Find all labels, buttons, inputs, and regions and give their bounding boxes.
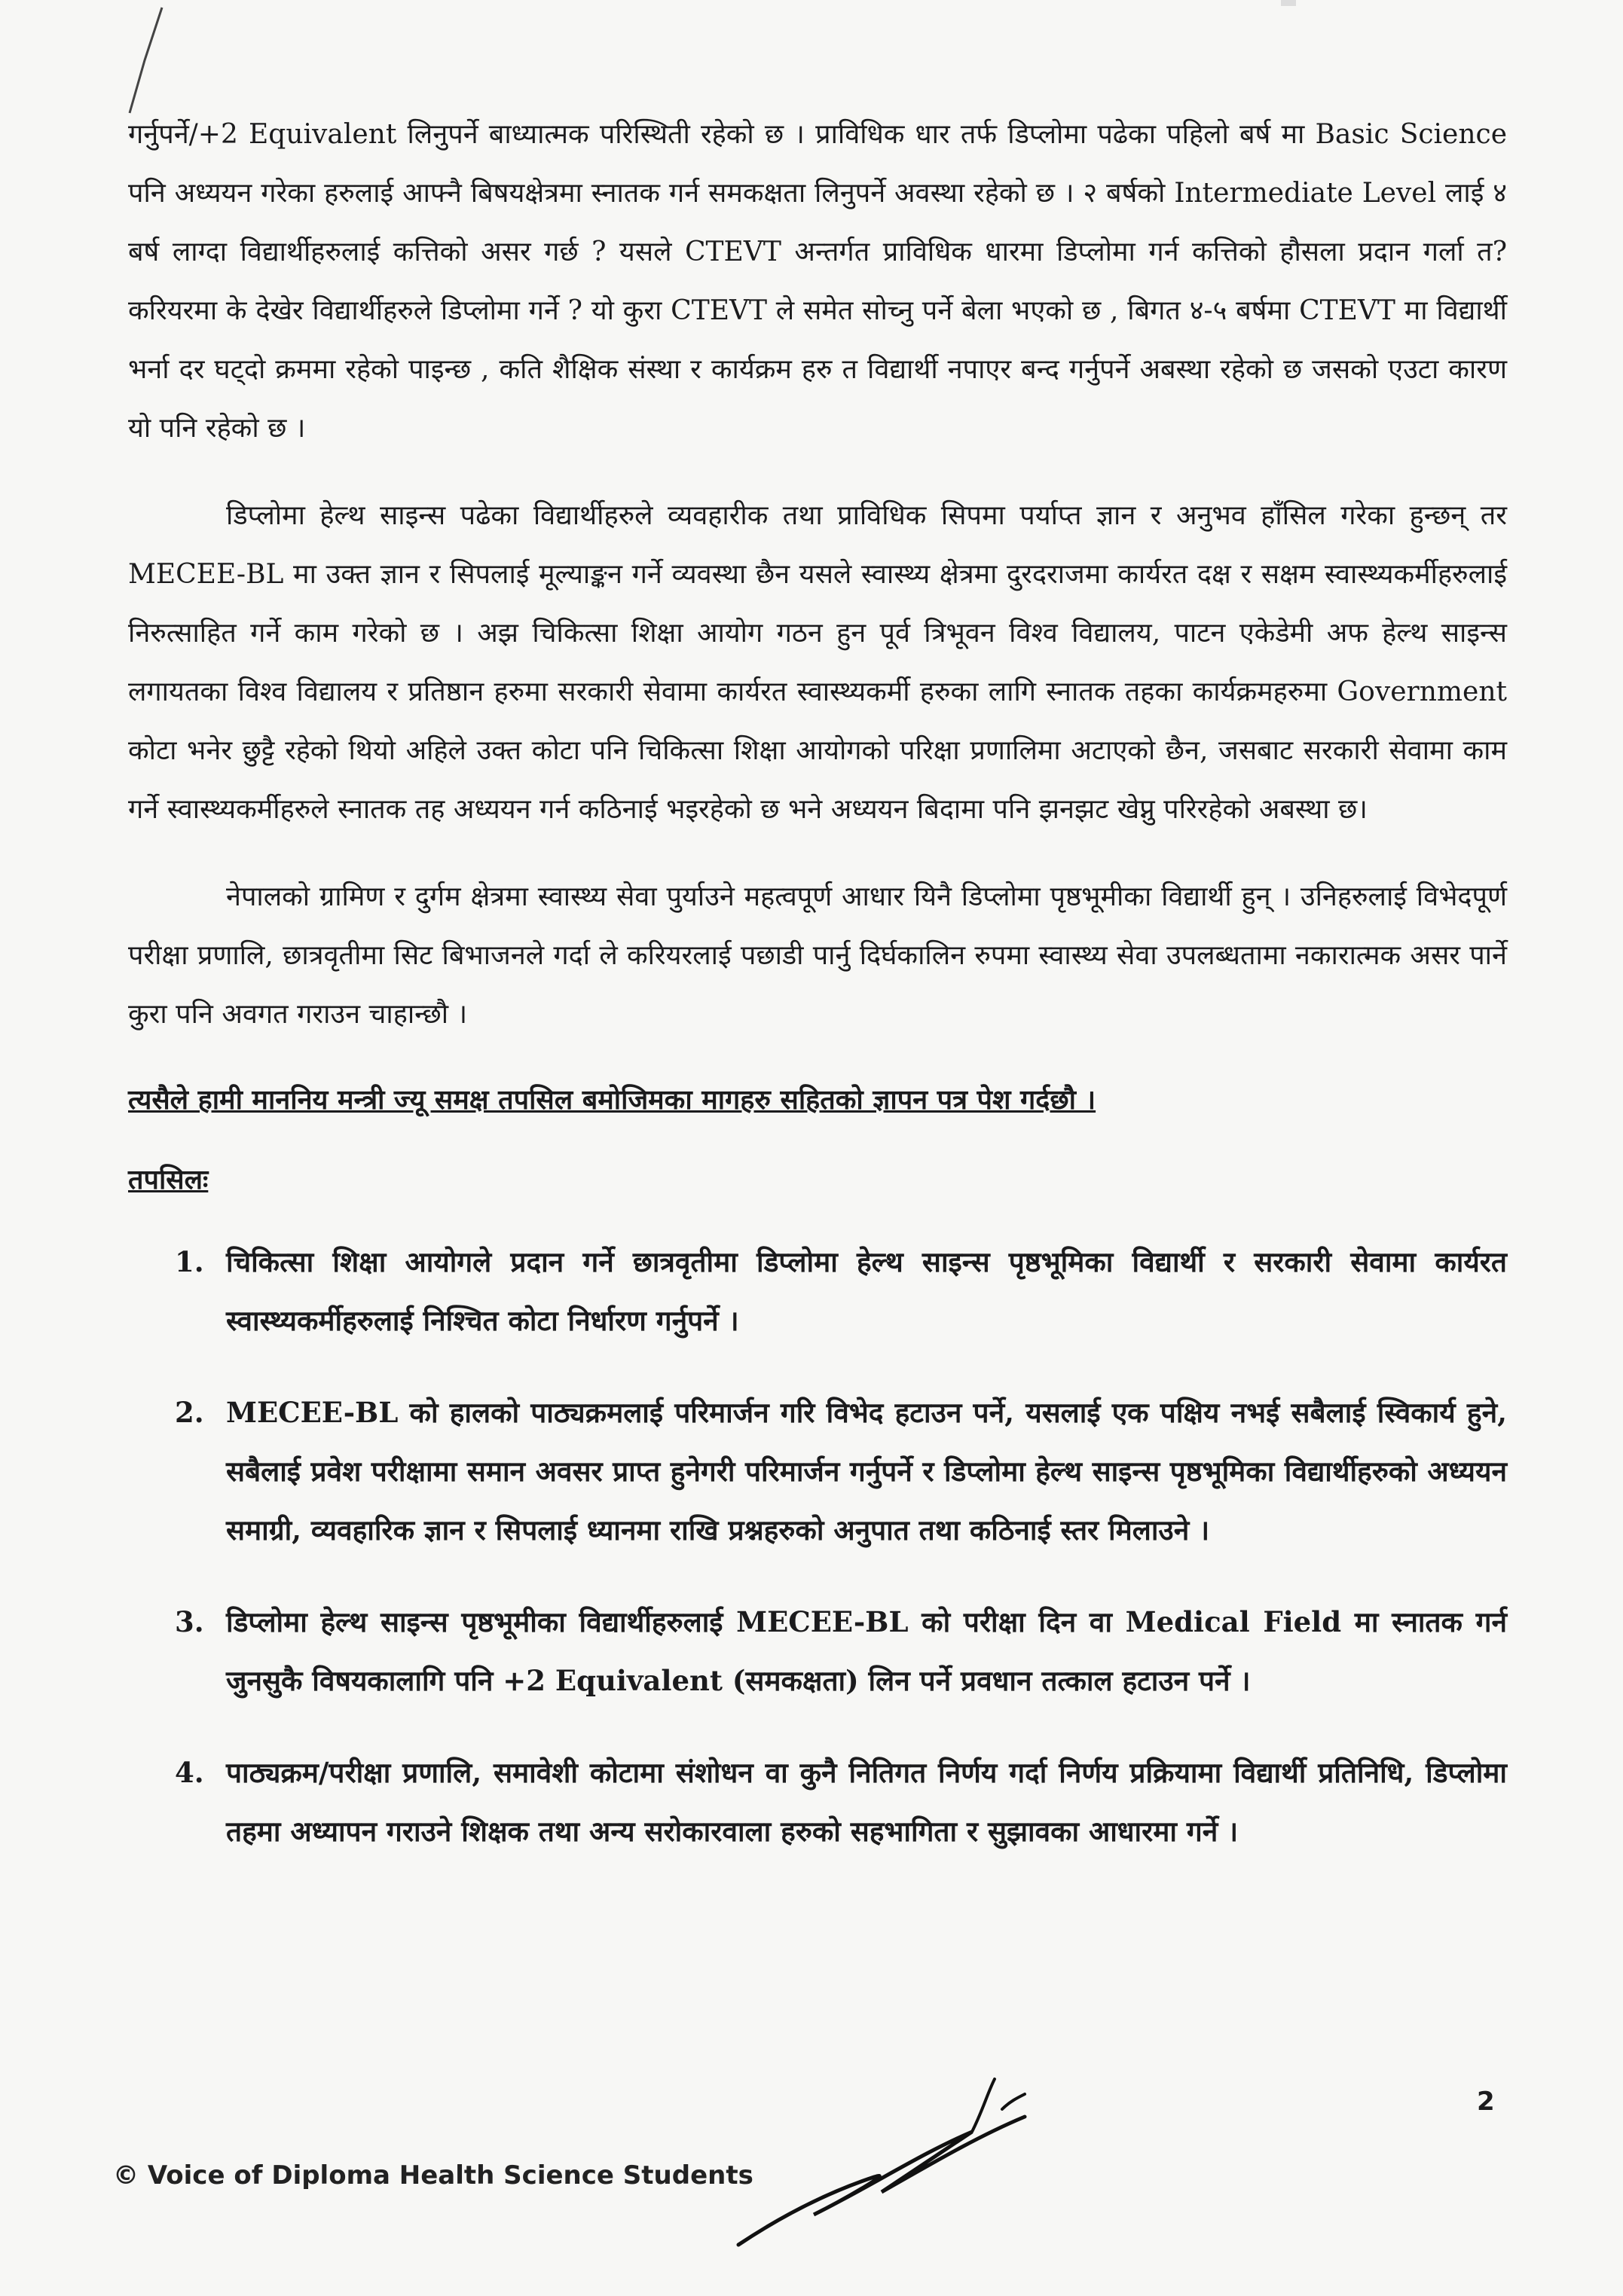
demand-item (128, 1592, 1507, 1710)
demand-number: 1. (175, 1245, 204, 1278)
demand-text: पाठ्यक्रम/परीक्षा प्रणालि, समावेशी कोटामा संशोधन वा कुनै नितिगत निर्णय गर्दा निर्णय प्रक्रियामा विद्यार्थी प्रतिनिधि, डिप्लोमा तहमा अध्यापन गराउने शिक्षक तथा अन्य सरोकारवाला हरुको सहभागिता र सुझावका आधारमा गर्ने । (226, 1756, 1507, 1848)
signature (723, 2064, 1085, 2260)
page-number: 2 (1477, 2087, 1495, 2117)
demand-number: 3. (175, 1605, 204, 1638)
demand-text: चिकित्सा शिक्षा आयोगले प्रदान गर्ने छात्रवृतीमा डिप्लोमा हेल्थ साइन्स पृष्ठभूमिका विद्यार्थी र सरकारी सेवामा कार्यरत स्वास्थ्यकर्मीहरुलाई निश्चित कोटा निर्धारण गर्नुपर्ने । (226, 1245, 1507, 1337)
demand-text: MECEE-BL को हालको पाठ्यक्रमलाई परिमार्जन गरि विभेद हटाउन पर्ने, यसलाई एक पक्षिय नभई सबैलाई स्विकार्य हुने, सबैलाई प्रवेश परीक्षामा समान अवसर प्राप्त हुनेगरी परिमार्जन गर्नुपर्ने र डिप्लोमा हेल्थ साइन्स पृष्ठभूमिका विद्यार्थीहरुको अध्ययन समाग्री, व्यवहारिक ज्ञान र सिपलाई ध्यानमा राखि प्रश्नहरुको अनुपात तथा कठिनाई स्तर मिलाउने । (226, 1396, 1507, 1546)
memorandum-statement: त्यसैले हामी माननिय मन्त्री ज्यू समक्ष तपसिल बमोजिमका मागहरु सहितको ज्ञापन पत्र पेश गर्दछौ । (128, 1084, 1096, 1116)
demand-item (128, 1383, 1507, 1559)
letter-body (128, 105, 1507, 1894)
demand-item (128, 1232, 1507, 1350)
demand-text: डिप्लोमा हेल्थ साइन्स पृष्ठभूमीका विद्यार्थीहरुलाई MECEE-BL को परीक्षा दिन वा Medical Field मा स्नातक गर्न जुनसुकै विषयकालागि पनि +2 Equivalent (समकक्षता) लिन पर्ने प्रवधान तत्काल हटाउन पर्ने । (226, 1605, 1507, 1697)
demands-list (128, 1232, 1507, 1861)
demand-item (128, 1743, 1507, 1861)
paragraph-2: डिप्लोमा हेल्थ साइन्स पढेका विद्यार्थीहरुले व्यवहारीक तथा प्राविधिक सिपमा पर्याप्त ज्ञान र अनुभव हाँसिल गरेका हुन्छन् तर MECEE-BL मा उक्त ज्ञान र सिपलाई मूल्याङ्कन गर्ने व्यवस्था छैन यसले स्वास्थ्य क्षेत्रमा दुरदराजमा कार्यरत दक्ष र सक्षम स्वास्थ्यकर्मीहरुलाई निरुत्साहित गर्ने काम गरेको छ । अझ चिकित्सा शिक्षा आयोग गठन हुन पूर्व त्रिभूवन विश्व विद्यालय, पाटन एकेडेमी अफ हेल्थ साइन्स लगायतका विश्व विद्यालय र प्रतिष्ठान हरुमा सरकारी सेवामा कार्यरत स्वास्थ्यकर्मी हरुका लागि स्नातक तहका कार्यक्रमहरुमा Government कोटा भनेर छुट्टै रहेको थियो अहिले उक्त कोटा पनि चिकित्सा शिक्षा आयोगको परिक्षा प्रणालिमा अटाएको छैन, जसबाट सरकारी सेवामा काम गर्ने स्वास्थ्यकर्मीहरुले स्नातक तह अध्ययन गर्न कठिनाई भइरहेको छ भने अध्ययन बिदामा पनि झनझट खेप्नु परिरहेको अबस्था छ। (128, 500, 1507, 825)
demand-number: 2. (175, 1396, 204, 1429)
demand-number: 4. (175, 1756, 204, 1789)
paragraph-3: नेपालको ग्रामिण र दुर्गम क्षेत्रमा स्वास्थ्य सेवा पुर्याउने महत्वपूर्ण आधार यिनै डिप्लोमा पृष्ठभूमीका विद्यार्थी हुन् । उनिहरुलाई विभेदपूर्ण परीक्षा प्रणालि, छात्रवृतीमा सिट बिभाजनले गर्दा ले करियरलाई पछाडी पार्नु दिर्घकालिन रुपमा स्वास्थ्य सेवा उपलब्धतामा नकारात्मक असर पार्ने कुरा पनि अवगत गराउन चाहान्छौ । (128, 881, 1507, 1030)
footer-copyright: © Voice of Diploma Health Science Students (113, 2160, 753, 2191)
list-heading: तपसिलः (128, 1164, 209, 1195)
paragraph-1: गर्नुपर्ने/+2 Equivalent लिनुपर्ने बाध्यात्मक परिस्थिती रहेको छ । प्राविधिक धार तर्फ डिप्लोमा पढेका पहिलो बर्ष मा Basic Science पनि अध्ययन गरेका हरुलाई आफ्नै बिषयक्षेत्रमा स्नातक गर्न समकक्षता लिनुपर्ने अवस्था रहेको छ । २ बर्षको Intermediate Level लाई ४ बर्ष लाग्दा विद्यार्थीहरुलाई कत्तिको असर गर्छ ? यसले CTEVT अन्तर्गत प्राविधिक धारमा डिप्लोमा गर्न कत्तिको हौसला प्रदान गर्ला त? करियरमा के देखेर विद्यार्थीहरुले डिप्लोमा गर्ने ? यो कुरा CTEVT ले समेत सोच्नु पर्ने बेला भएको छ , बिगत ४-५ बर्षमा CTEVT मा विद्यार्थी भर्ना दर घट्दो क्रममा रहेको पाइन्छ , कति शैक्षिक संस्था र कार्यक्रम हरु त विद्यार्थी नपाएर बन्द गर्नुपर्ने अबस्था रहेको छ जसको एउटा कारण यो पनि रहेको छ । (128, 119, 1507, 444)
